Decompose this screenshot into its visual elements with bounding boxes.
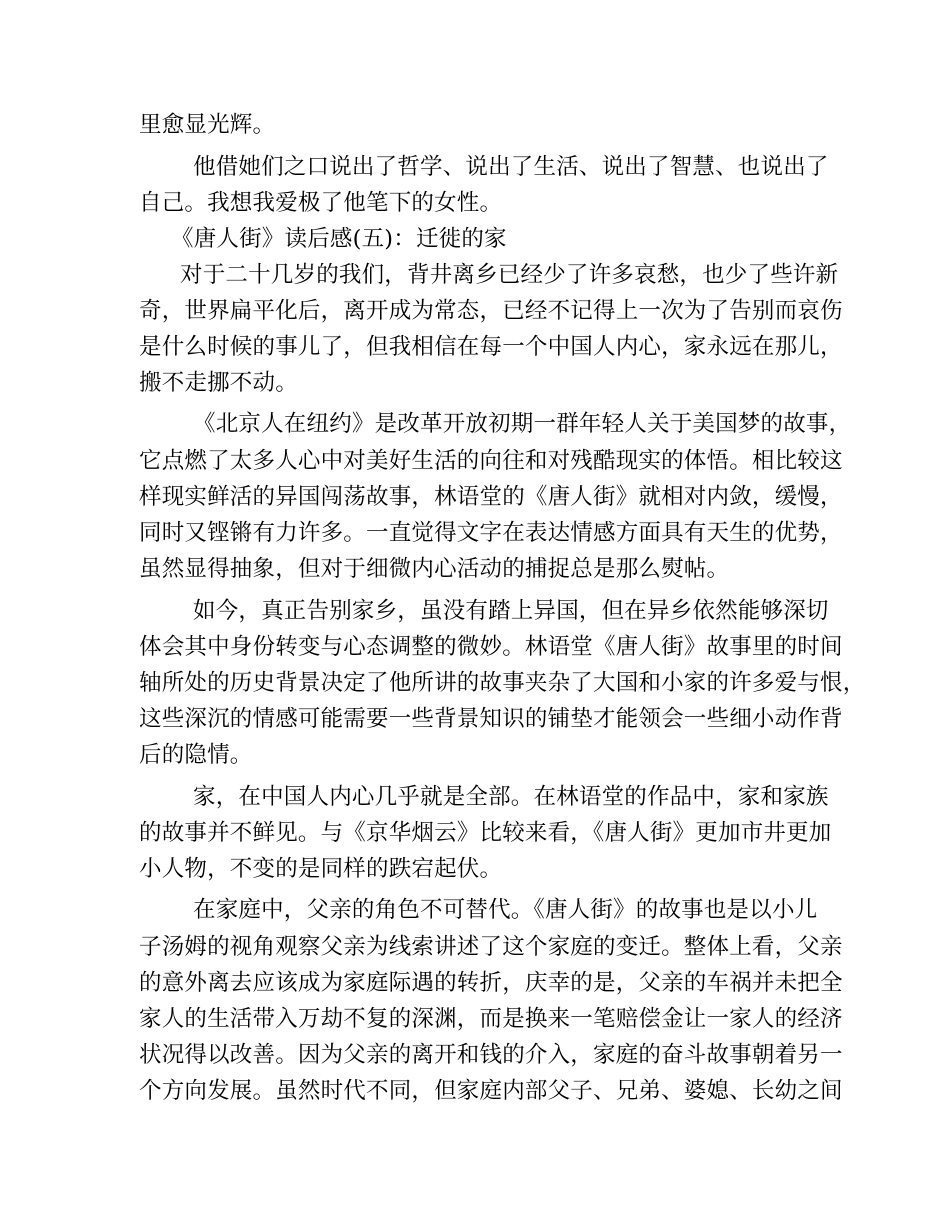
text-line: 在家庭中，父亲的角色不可替代。《唐人街》的故事也是以小儿 [193,897,818,923]
text-line: 家人的生活带入万劫不复的深渊，而是换来一笔赔偿金让一家人的经济 [139,1006,843,1032]
text-line: 里愈显光辉。 [139,112,276,138]
text-line: 个方向发展。虽然时代不同，但家庭内部父子、兄弟、婆媳、长幼之间 [139,1078,843,1104]
text-line: 如今，真正告别家乡，虽没有踏上异国，但在异乡依然能够深切 [193,598,829,624]
text-line: 体会其中身份转变与心态调整的微妙。林语堂《唐人街》故事里的时间 [139,634,843,660]
text-line: 子汤姆的视角观察父亲为线索讲述了这个家庭的变迁。整体上看，父亲 [139,934,843,960]
section-title: 《唐人街》读后感(五)：迁徙的家 [171,226,507,252]
text-line: 它点燃了太多人心中对美好生活的向往和对残酷现实的体悟。相比较这 [139,448,843,474]
text-line: 轴所处的历史背景决定了他所讲的故事夹杂了大国和小家的许多爱与恨， [139,670,866,696]
text-line: 样现实鲜活的异国闯荡故事，林语堂的《唐人街》就相对内敛，缓慢， [139,484,843,510]
text-line: 状况得以改善。因为父亲的离开和钱的介入，家庭的奋斗故事朝着另一 [139,1042,843,1068]
text-line: 小人物，不变的是同样的跌宕起伏。 [139,856,503,882]
text-line: 这些深沉的情感可能需要一些背景知识的铺垫才能领会一些细小动作背 [139,706,843,732]
text-line: 是什么时候的事儿了，但我相信在每一个中国人内心，家永远在那儿， [139,334,843,360]
text-line: 家，在中国人内心几乎就是全部。在林语堂的作品中，家和家族 [193,784,829,810]
text-line: 奇，世界扁平化后，离开成为常态，已经不记得上一次为了告别而哀伤 [139,298,843,324]
text-line: 的意外离去应该成为家庭际遇的转折，庆幸的是，父亲的车祸并未把全 [139,970,843,996]
text-line: 虽然显得抽象，但对于细微内心活动的捕捉总是那么熨帖。 [139,556,730,582]
text-line: 同时又铿锵有力许多。一直觉得文字在表达情感方面具有天生的优势， [139,520,843,546]
text-line: 后的隐情。 [139,742,253,768]
text-line: 《北京人在纽约》是改革开放初期一群年轻人关于美国梦的故事， [193,411,852,437]
text-line: 自己。我想我爱极了他笔下的女性。 [139,190,503,216]
text-line: 对于二十几岁的我们，背井离乡已经少了许多哀愁，也少了些许新 [180,262,839,288]
text-line: 他借她们之口说出了哲学、说出了生活、说出了智慧、也说出了 [193,154,829,180]
text-line: 搬不走挪不动。 [139,370,298,396]
text-line: 的故事并不鲜见。与《京华烟云》比较来看，《唐人街》更加市井更加 [139,820,832,846]
